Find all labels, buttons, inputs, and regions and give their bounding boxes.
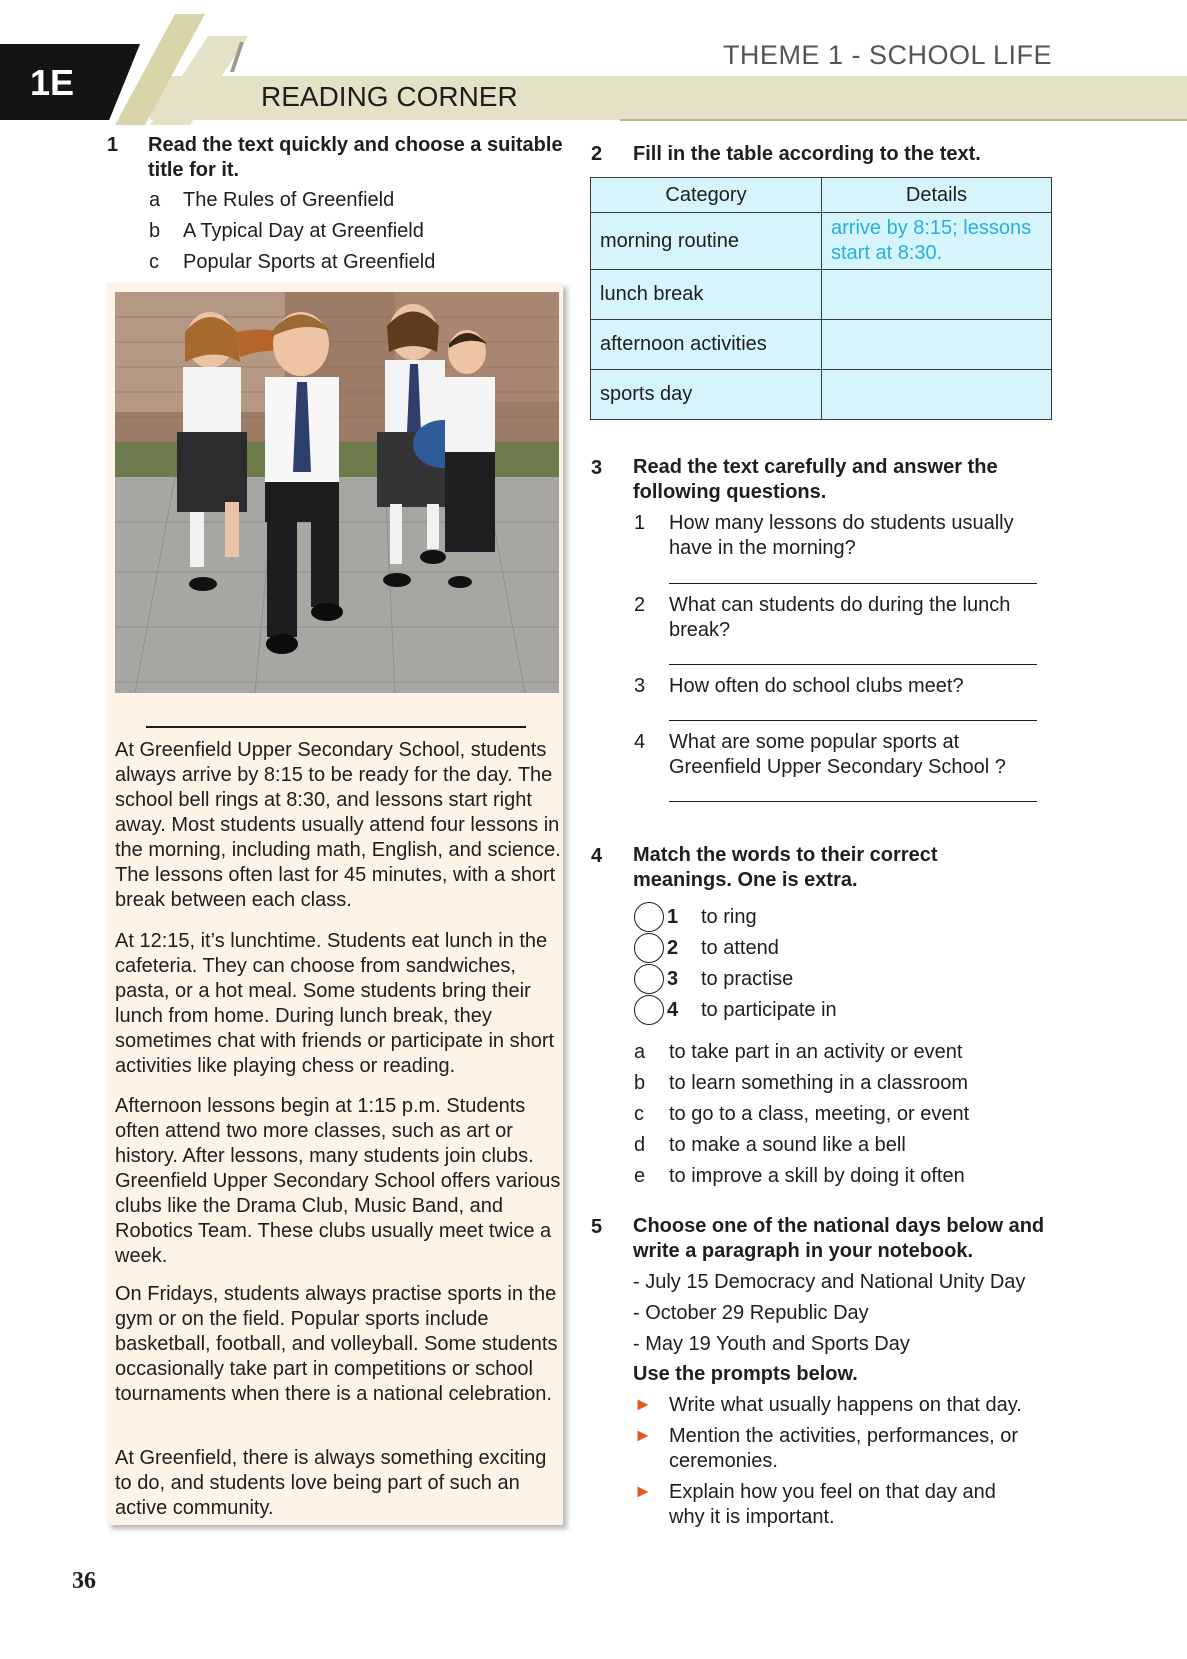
question-text: What are some popular sports at <box>669 731 960 753</box>
table-row <box>591 270 1052 320</box>
meaning-text: to learn something in a classroom <box>669 1072 969 1094</box>
answer-circle[interactable] <box>634 933 664 963</box>
table-header-row <box>591 178 1052 213</box>
category-cell: morning routine <box>591 213 822 270</box>
details-cell[interactable] <box>822 320 1052 370</box>
word-text: to ring <box>701 906 757 928</box>
question-text: Greenfield Upper Secondary School ? <box>669 756 1006 778</box>
word-number: 3 <box>667 968 679 990</box>
answer-circle[interactable] <box>634 902 664 932</box>
ex3-number: 3 <box>591 457 603 479</box>
question-number: 1 <box>634 512 646 534</box>
prompt-text: Write what usually happens on that day. <box>669 1394 1022 1416</box>
national-day-item: - July 15 Democracy and National Unity Day <box>633 1271 1026 1293</box>
prompt-text: ceremonies. <box>669 1450 778 1472</box>
word-number: 4 <box>667 999 679 1021</box>
meaning-text: to go to a class, meeting, or event <box>669 1103 970 1125</box>
header-underline <box>620 119 1187 121</box>
details-cell[interactable] <box>822 370 1052 420</box>
ex2-number: 2 <box>591 143 603 165</box>
ex4-instruction-line1: Match the words to their correct <box>633 844 938 866</box>
question-text: How many lessons do students usually <box>669 512 1014 534</box>
meaning-letter: a <box>634 1041 646 1063</box>
meaning-text: to improve a skill by doing it often <box>669 1165 965 1187</box>
question-text: break? <box>669 619 731 641</box>
question-text: What can students do during the lunch <box>669 594 1011 616</box>
arrow-bullet-icon: ► <box>634 1425 652 1445</box>
title-answer-line <box>146 726 526 728</box>
unit-badge-label: 1E <box>30 62 75 103</box>
passage-paragraph-5: At Greenfield, there is always something exciting to do, and students love being part of such an active community. <box>115 1447 547 1519</box>
ex3-instruction-line1: Read the text carefully and answer the <box>633 456 998 478</box>
meaning-letter: e <box>634 1165 646 1187</box>
question-text: have in the morning? <box>669 537 856 559</box>
theme-title: THEME 1 - SCHOOL LIFE <box>722 40 1052 70</box>
question-text: How often do school clubs meet? <box>669 675 964 697</box>
ex4-instruction-line2: meanings. One is extra. <box>633 869 858 891</box>
meaning-letter: c <box>634 1103 644 1125</box>
passage-paragraph-2: At 12:15, it’s lunchtime. Students eat lunch in the cafeteria. They can choose from sandwiches, pasta, or a hot meal. Some students bring their lunch from home. During lunch break, they sometimes chat with friends or participate in short activities like playing chess or reading. <box>115 930 555 1077</box>
table-row <box>591 370 1052 420</box>
meaning-text: to take part in an activity or event <box>669 1041 963 1063</box>
question-number: 2 <box>634 594 646 616</box>
answer-line[interactable] <box>669 720 1037 721</box>
ex1-instruction-line1: Read the text quickly and choose a suitable <box>148 134 563 156</box>
ex3-instruction-line2: following questions. <box>633 481 827 503</box>
ex5-number: 5 <box>591 1216 603 1238</box>
prompt-text: why it is important. <box>669 1506 835 1528</box>
word-text: to attend <box>701 937 779 959</box>
answer-line[interactable] <box>669 583 1037 584</box>
ex1-number: 1 <box>107 134 119 156</box>
answer-circle[interactable] <box>634 995 664 1025</box>
fill-in-table <box>590 177 1052 420</box>
details-cell-answer: arrive by 8:15; lessons start at 8:30. <box>822 213 1052 270</box>
prompts-label: Use the prompts below. <box>633 1363 858 1385</box>
prompt-text: Mention the activities, performances, or <box>669 1425 1019 1447</box>
passage-paragraph-1: At Greenfield Upper Secondary School, students always arrive by 8:15 to be ready for the day. The school bell rings at 8:30, and lessons start right away. Most students usually attend four lessons in the morning, including math, English, and science. The lessons often last for 45 minutes, with a short break between each class. <box>115 739 561 911</box>
ex2-instruction: Fill in the table according to the text. <box>633 143 981 165</box>
national-day-item: - May 19 Youth and Sports Day <box>633 1333 910 1355</box>
ex1-instruction-line2: title for it. <box>148 159 240 181</box>
ex1-option-letter: c <box>149 251 159 273</box>
details-cell[interactable] <box>822 270 1052 320</box>
word-text: to participate in <box>701 999 837 1021</box>
passage-paragraph-4: On Fridays, students always practise sports in the gym or on the field. Popular sports include basketball, football, and volleyball. Some students occasionally take part in competitions or school tournaments when there is a national celebration. <box>115 1283 558 1405</box>
question-number: 4 <box>634 731 646 753</box>
national-day-item: - October 29 Republic Day <box>633 1302 869 1324</box>
table-row <box>591 213 1052 270</box>
word-number: 2 <box>667 937 679 959</box>
ex1-option-letter: a <box>149 189 161 211</box>
page-number: 36 <box>72 1568 96 1594</box>
meaning-letter: d <box>634 1134 646 1156</box>
category-cell: sports day <box>591 370 822 420</box>
answer-line[interactable] <box>669 801 1037 802</box>
ex1-option-text: A Typical Day at Greenfield <box>183 220 424 242</box>
arrow-bullet-icon: ► <box>634 1481 652 1501</box>
category-cell: lunch break <box>591 270 822 320</box>
meaning-letter: b <box>634 1072 646 1094</box>
ex1-option-text: The Rules of Greenfield <box>183 189 395 211</box>
column-header-category: Category <box>591 178 822 213</box>
section-title: READING CORNER <box>261 81 518 112</box>
column-header-details: Details <box>822 178 1052 213</box>
ex1-option-text: Popular Sports at Greenfield <box>183 251 436 273</box>
ex1-option-letter: b <box>149 220 161 242</box>
word-text: to practise <box>701 968 794 990</box>
ex5-instruction-line2: write a paragraph in your notebook. <box>633 1240 974 1262</box>
answer-line[interactable] <box>669 664 1037 665</box>
prompt-text: Explain how you feel on that day and <box>669 1481 996 1503</box>
students-running-photo <box>115 292 559 693</box>
meaning-text: to make a sound like a bell <box>669 1134 906 1156</box>
question-number: 3 <box>634 675 646 697</box>
ex4-number: 4 <box>591 845 603 867</box>
ex5-instruction-line1: Choose one of the national days below and <box>633 1215 1045 1237</box>
category-cell: afternoon activities <box>591 320 822 370</box>
word-number: 1 <box>667 906 679 928</box>
arrow-bullet-icon: ► <box>634 1394 652 1414</box>
table-row <box>591 320 1052 370</box>
answer-circle[interactable] <box>634 964 664 994</box>
passage-paragraph-3: Afternoon lessons begin at 1:15 p.m. Students often attend two more classes, such as art or history. After lessons, many students join clubs. Greenfield Upper Secondary School offers various clubs like the Drama Club, Music Band, and Robotics Team. These clubs usually meet twice a week. <box>115 1095 561 1267</box>
